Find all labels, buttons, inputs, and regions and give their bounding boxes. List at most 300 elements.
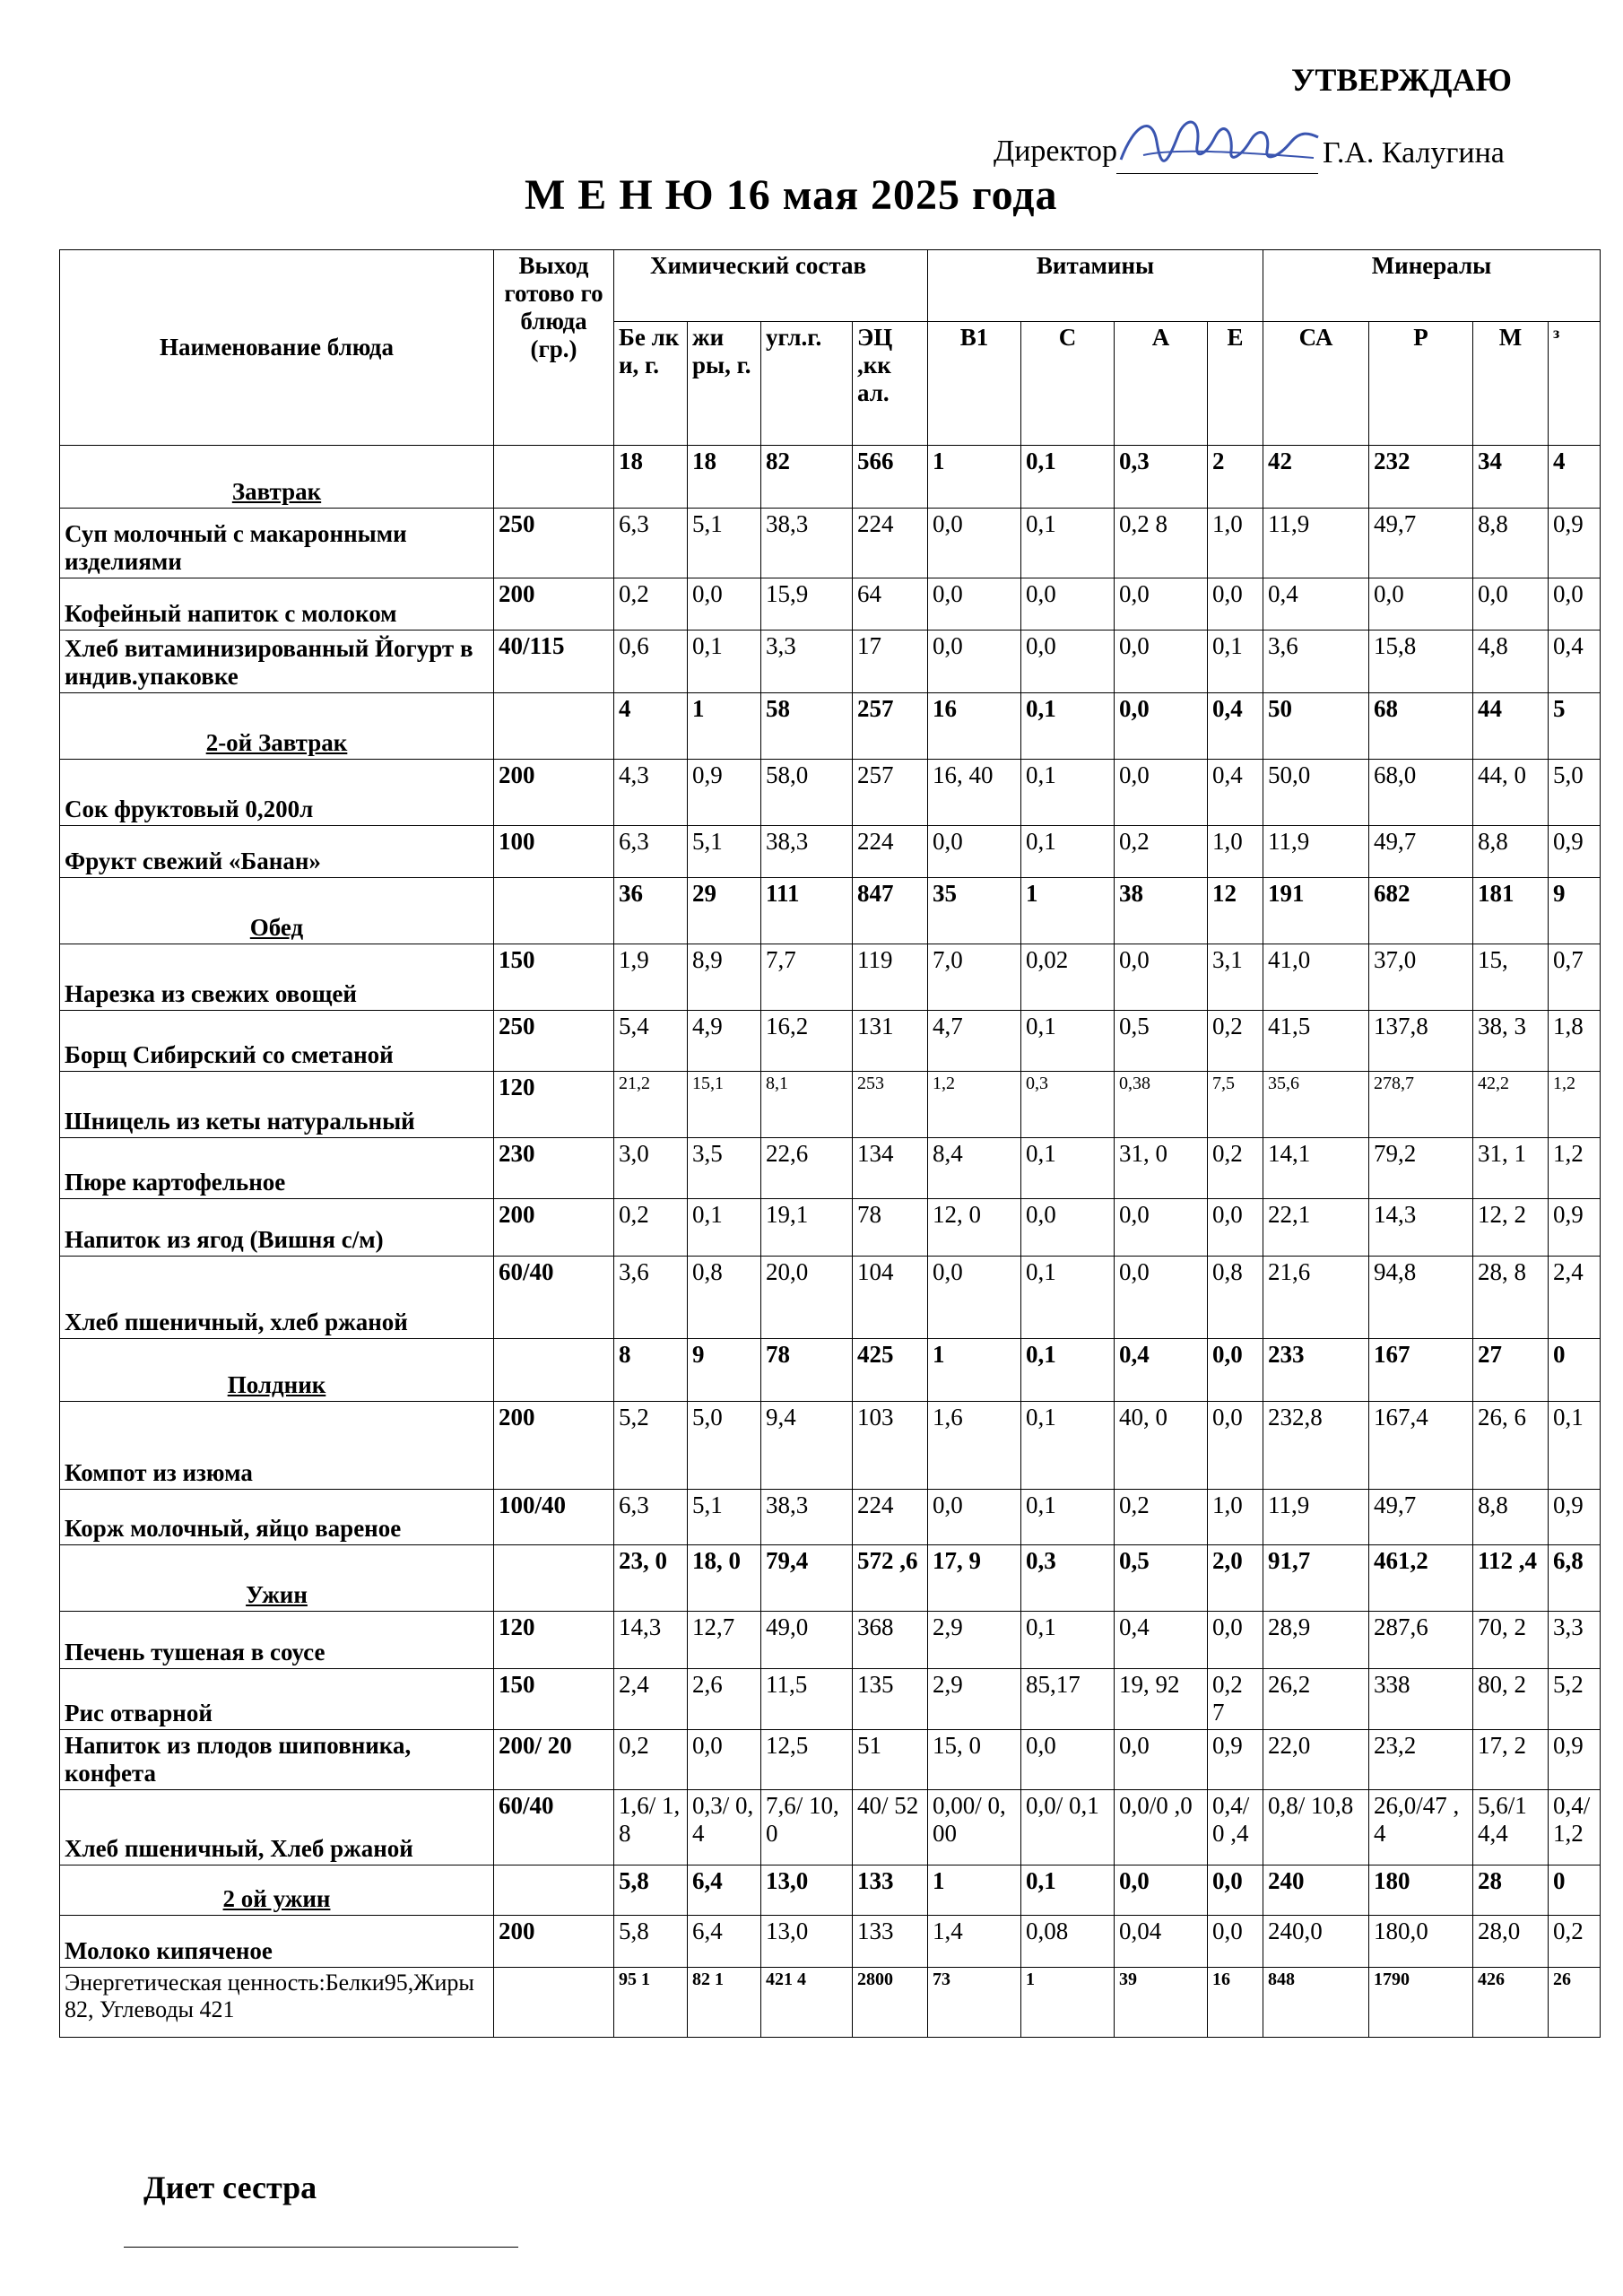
nutrient-value: 78 xyxy=(761,1339,853,1402)
dish-name: Нарезка из свежих овощей xyxy=(60,944,494,1011)
nutrient-value: 73 xyxy=(928,1968,1021,2038)
dish-name: Суп молочный с макаронными изделиями xyxy=(60,509,494,578)
nutrient-value: 0,04 xyxy=(1115,1916,1208,1968)
nutrient-value: 0,0 xyxy=(1021,1730,1115,1790)
nutrient-value: 42 xyxy=(1263,446,1369,509)
nutrient-value: 11,9 xyxy=(1263,1490,1369,1545)
nutrient-value: 6,8 xyxy=(1549,1545,1601,1612)
nutrient-value: 133 xyxy=(853,1916,928,1968)
nutrient-value: 224 xyxy=(853,1490,928,1545)
dish-output: 250 xyxy=(494,1011,614,1072)
nutrient-value: 4 xyxy=(1549,446,1601,509)
nutrient-value: 16 xyxy=(1208,1968,1263,2038)
nutrient-value: 0,0 xyxy=(1208,1916,1263,1968)
nutrient-value: 0,0 xyxy=(1208,1199,1263,1257)
subheader-cell: А xyxy=(1115,322,1208,446)
subheader-cell: ЭЦ ,кк ал. xyxy=(853,322,928,446)
nutrient-value: 14,3 xyxy=(614,1612,688,1669)
nutrient-value: 848 xyxy=(1263,1968,1369,2038)
nutrient-value: 5,4 xyxy=(614,1011,688,1072)
dish-output: 150 xyxy=(494,944,614,1011)
nutrient-value: 103 xyxy=(853,1402,928,1490)
nutrient-value: 0,2 xyxy=(1115,1490,1208,1545)
nutrient-value: 38,3 xyxy=(761,826,853,878)
dish-output: 200/ 20 xyxy=(494,1730,614,1790)
nutrient-value: 0,0 xyxy=(1208,1402,1263,1490)
nutrient-value: 0,0 xyxy=(1115,1257,1208,1339)
nutrient-value: 0,02 xyxy=(1021,944,1115,1011)
nutrient-value: 6,4 xyxy=(688,1866,761,1916)
nutrient-value: 1,2 xyxy=(1549,1138,1601,1199)
dish-name: Хлеб пшеничный, хлеб ржаной xyxy=(60,1257,494,1339)
subheader-cell: Р xyxy=(1369,322,1473,446)
nutrient-value: 1 xyxy=(1021,1968,1115,2038)
nutrient-value: 82 1 xyxy=(688,1968,761,2038)
nutrient-value: 12, 2 xyxy=(1473,1199,1549,1257)
nutrient-value: 5,2 xyxy=(614,1402,688,1490)
nutrient-value: 0,9 xyxy=(1549,826,1601,878)
nutrient-value: 167 xyxy=(1369,1339,1473,1402)
meal-label: Завтрак xyxy=(60,446,494,509)
nutrient-value: 0,1 xyxy=(1021,760,1115,826)
nutrient-value: 3,3 xyxy=(1549,1612,1601,1669)
nutrient-value: 6,3 xyxy=(614,509,688,578)
nutrient-value: 2,6 xyxy=(688,1669,761,1730)
nutrient-value: 5,8 xyxy=(614,1916,688,1968)
subheader-cell: жи ры, г. xyxy=(688,322,761,446)
nutrient-value: 682 xyxy=(1369,878,1473,944)
nutrient-value: 42,2 xyxy=(1473,1072,1549,1138)
nutrient-value: 0,7 xyxy=(1549,944,1601,1011)
nutrient-value: 37,0 xyxy=(1369,944,1473,1011)
nutrient-value: 2 xyxy=(1208,446,1263,509)
dish-row xyxy=(60,1916,1601,1968)
nutrient-value: 3,1 xyxy=(1208,944,1263,1011)
nutrient-value: 0,9 xyxy=(1549,509,1601,578)
nutrient-value: 79,4 xyxy=(761,1545,853,1612)
nutrient-value: 8,8 xyxy=(1473,826,1549,878)
dish-row xyxy=(60,1138,1601,1199)
dish-output xyxy=(494,1866,614,1916)
subheader-cell: Е xyxy=(1208,322,1263,446)
dish-name: Молоко кипяченое xyxy=(60,1916,494,1968)
nutrient-value: 44, 0 xyxy=(1473,760,1549,826)
nutrient-value: 181 xyxy=(1473,878,1549,944)
nutrient-value: 9 xyxy=(1549,878,1601,944)
meal-section-row xyxy=(60,446,1601,509)
nutrient-value: 0,4 xyxy=(1115,1339,1208,1402)
nutrient-value: 0,2 xyxy=(1208,1011,1263,1072)
nutrient-value: 38,3 xyxy=(761,1490,853,1545)
nutrient-value: 94,8 xyxy=(1369,1257,1473,1339)
nutrient-value: 14,3 xyxy=(1369,1199,1473,1257)
nutrient-value: 21,2 xyxy=(614,1072,688,1138)
meal-section-row xyxy=(60,1545,1601,1612)
nutrient-value: 49,7 xyxy=(1369,1490,1473,1545)
nutrient-value: 17, 2 xyxy=(1473,1730,1549,1790)
nutrient-value: 51 xyxy=(853,1730,928,1790)
nutrient-value: 12, 0 xyxy=(928,1199,1021,1257)
nutrient-value: 91,7 xyxy=(1263,1545,1369,1612)
dish-name: Рис отварной xyxy=(60,1669,494,1730)
dish-output: 120 xyxy=(494,1612,614,1669)
nutrient-value: 9,4 xyxy=(761,1402,853,1490)
approval-heading: УТВЕРЖДАЮ xyxy=(1291,62,1513,98)
nutrient-value: 253 xyxy=(853,1072,928,1138)
subheader-cell: угл.г. xyxy=(761,322,853,446)
nutrient-value: 0,8 xyxy=(1208,1257,1263,1339)
nutrient-value: 22,1 xyxy=(1263,1199,1369,1257)
nutrient-value: 180 xyxy=(1369,1866,1473,1916)
nutrient-value: 11,9 xyxy=(1263,509,1369,578)
dish-name: Борщ Сибирский со сметаной xyxy=(60,1011,494,1072)
nutrient-value: 180,0 xyxy=(1369,1916,1473,1968)
nutrient-value: 22,0 xyxy=(1263,1730,1369,1790)
dish-output xyxy=(494,446,614,509)
dish-row xyxy=(60,1490,1601,1545)
nutrient-value: 31, 0 xyxy=(1115,1138,1208,1199)
nutrient-value: 31, 1 xyxy=(1473,1138,1549,1199)
nutrient-value: 0,2 xyxy=(1115,826,1208,878)
dish-output xyxy=(494,1545,614,1612)
meal-label: 2 ой ужин xyxy=(60,1866,494,1916)
nutrient-value: 224 xyxy=(853,509,928,578)
meal-label: Полдник xyxy=(60,1339,494,1402)
nutrient-value: 1,0 xyxy=(1208,826,1263,878)
nutrient-value: 3,6 xyxy=(1263,631,1369,693)
nutrient-value: 119 xyxy=(853,944,928,1011)
nutrient-value: 18, 0 xyxy=(688,1545,761,1612)
nutrient-value: 2800 xyxy=(853,1968,928,2038)
dish-name: Сок фруктовый 0,200л xyxy=(60,760,494,826)
dish-output: 200 xyxy=(494,1199,614,1257)
dish-name: Фрукт свежий «Банан» xyxy=(60,826,494,878)
nutrient-value: 4,3 xyxy=(614,760,688,826)
dish-output xyxy=(494,878,614,944)
dish-output: 150 xyxy=(494,1669,614,1730)
nutrient-value: 5,2 xyxy=(1549,1669,1601,1730)
dish-row xyxy=(60,578,1601,631)
nutrient-value: 7,0 xyxy=(928,944,1021,1011)
nutrient-value: 26 xyxy=(1549,1968,1601,2038)
nutrient-value: 78 xyxy=(853,1199,928,1257)
nutrient-value: 4 xyxy=(614,693,688,760)
nutrient-value: 28,0 xyxy=(1473,1916,1549,1968)
meal-label: Обед xyxy=(60,878,494,944)
nutrient-value: 1 xyxy=(928,1866,1021,1916)
dish-row xyxy=(60,826,1601,878)
nutrient-value: 426 xyxy=(1473,1968,1549,2038)
nutrient-value: 1 xyxy=(688,693,761,760)
nutrient-value: 0,0 xyxy=(1208,578,1263,631)
nutrient-value: 15, xyxy=(1473,944,1549,1011)
nutrient-value: 19,1 xyxy=(761,1199,853,1257)
nutrient-value: 79,2 xyxy=(1369,1138,1473,1199)
dish-name: Хлеб витаминизированный Йогурт в индив.упаковке xyxy=(60,631,494,693)
dish-row xyxy=(60,944,1601,1011)
nutrient-value: 0,00/ 0,00 xyxy=(928,1790,1021,1866)
nutrient-value: 70, 2 xyxy=(1473,1612,1549,1669)
nutrient-value: 0,4 xyxy=(1208,760,1263,826)
nutrient-value: 0,1 xyxy=(1021,509,1115,578)
dish-row xyxy=(60,1257,1601,1339)
nutrient-value: 26,0/47 ,4 xyxy=(1369,1790,1473,1866)
nutrient-value: 14,1 xyxy=(1263,1138,1369,1199)
nutrient-value: 5,6/1 4,4 xyxy=(1473,1790,1549,1866)
dish-name: Шницель из кеты натуральный xyxy=(60,1072,494,1138)
dish-output: 100 xyxy=(494,826,614,878)
nutrient-value: 85,17 xyxy=(1021,1669,1115,1730)
nutrient-value: 68 xyxy=(1369,693,1473,760)
nutrient-value: 134 xyxy=(853,1138,928,1199)
nutrient-value: 0 xyxy=(1549,1866,1601,1916)
nutrient-value: 0,1 xyxy=(688,1199,761,1257)
nutrient-value: 4,9 xyxy=(688,1011,761,1072)
dish-output: 60/40 xyxy=(494,1790,614,1866)
nutrient-value: 95 1 xyxy=(614,1968,688,2038)
nutrient-value: 1 xyxy=(928,1339,1021,1402)
nutrient-value: 0,0 xyxy=(1115,1866,1208,1916)
nutrient-value: 23,2 xyxy=(1369,1730,1473,1790)
nutrient-value: 0,1 xyxy=(1021,826,1115,878)
meal-label: Ужин xyxy=(60,1545,494,1612)
nutrient-value: 44 xyxy=(1473,693,1549,760)
nutrient-value: 4,7 xyxy=(928,1011,1021,1072)
dish-output: 200 xyxy=(494,1402,614,1490)
nutrient-value: 0,2 7 xyxy=(1208,1669,1263,1730)
nutrient-value: 137,8 xyxy=(1369,1011,1473,1072)
nutrient-value: 0,9 xyxy=(1549,1199,1601,1257)
nutrient-value: 7,6/ 10,0 xyxy=(761,1790,853,1866)
dish-row xyxy=(60,1402,1601,1490)
nutrient-value: 50,0 xyxy=(1263,760,1369,826)
nutrient-value: 0,4/0 ,4 xyxy=(1208,1790,1263,1866)
meal-section-row xyxy=(60,878,1601,944)
nutrient-value: 133 xyxy=(853,1866,928,1916)
nutrient-value: 38, 3 xyxy=(1473,1011,1549,1072)
dish-name: Хлеб пшеничный, Хлеб ржаной xyxy=(60,1790,494,1866)
dish-output xyxy=(494,1968,614,2038)
nutrient-value: 13,0 xyxy=(761,1866,853,1916)
nutrient-value: 0,1 xyxy=(1021,693,1115,760)
nutrient-value: 0,1 xyxy=(1021,1612,1115,1669)
nutrient-value: 257 xyxy=(853,693,928,760)
nutrient-value: 0,4/ 1,2 xyxy=(1549,1790,1601,1866)
dish-row xyxy=(60,509,1601,578)
nutrient-value: 0,08 xyxy=(1021,1916,1115,1968)
nutrient-value: 8,8 xyxy=(1473,509,1549,578)
nutrient-value: 80, 2 xyxy=(1473,1669,1549,1730)
nutrient-value: 0,2 xyxy=(1208,1138,1263,1199)
nutrient-value: 2,9 xyxy=(928,1669,1021,1730)
dish-output: 40/115 xyxy=(494,631,614,693)
dish-name: Пюре картофельное xyxy=(60,1138,494,1199)
nutrient-value: 26, 6 xyxy=(1473,1402,1549,1490)
nutrient-value: 3,3 xyxy=(761,631,853,693)
nutrient-value: 111 xyxy=(761,878,853,944)
nutrient-value: 287,6 xyxy=(1369,1612,1473,1669)
nutrient-value: 8 xyxy=(614,1339,688,1402)
nutrient-value: 40, 0 xyxy=(1115,1402,1208,1490)
nutrient-value: 0,0 xyxy=(928,578,1021,631)
nutrient-value: 0,2 8 xyxy=(1115,509,1208,578)
header-minerals: Минералы xyxy=(1263,250,1601,322)
header-vitamins: Витамины xyxy=(928,250,1263,322)
nutrient-value: 0,0 xyxy=(928,1490,1021,1545)
nutrient-value: 847 xyxy=(853,878,928,944)
nutrient-value: 8,4 xyxy=(928,1138,1021,1199)
nutrient-value: 0,0 xyxy=(1473,578,1549,631)
subheader-cell: Бе лк и, г. xyxy=(614,322,688,446)
nutrient-value: 16,2 xyxy=(761,1011,853,1072)
nutrient-value: 0,0 xyxy=(1115,1199,1208,1257)
nutrient-value: 0,5 xyxy=(1115,1011,1208,1072)
nutrient-value: 1,4 xyxy=(928,1916,1021,1968)
nutrient-value: 0,0 xyxy=(1549,578,1601,631)
nutrient-value: 0,0 xyxy=(688,1730,761,1790)
nutrient-value: 0,6 xyxy=(614,631,688,693)
nutrient-value: 0,3 xyxy=(1115,446,1208,509)
nutrient-value: 26,2 xyxy=(1263,1669,1369,1730)
nutrient-value: 82 xyxy=(761,446,853,509)
nutrient-value: 0,0/0 ,0 xyxy=(1115,1790,1208,1866)
nutrient-value: 240 xyxy=(1263,1866,1369,1916)
nutrient-value: 1,2 xyxy=(1549,1072,1601,1138)
nutrient-value: 0,0 xyxy=(1208,1339,1263,1402)
nutrient-value: 18 xyxy=(614,446,688,509)
nutrient-value: 0,0 xyxy=(928,826,1021,878)
dish-name: Напиток из плодов шиповника, конфета xyxy=(60,1730,494,1790)
header-name: Наименование блюда xyxy=(60,250,494,446)
nutrient-value: 58,0 xyxy=(761,760,853,826)
nutrient-value: 6,4 xyxy=(688,1916,761,1968)
menu-table xyxy=(59,249,1601,2038)
nutrient-value: 6,3 xyxy=(614,826,688,878)
nutrient-value: 17 xyxy=(853,631,928,693)
nutrient-value: 0,0 xyxy=(688,578,761,631)
nutrient-value: 1,2 xyxy=(928,1072,1021,1138)
nutrient-value: 0,0 xyxy=(1115,578,1208,631)
nutrient-value: 2,4 xyxy=(1549,1257,1601,1339)
dish-name: Напиток из ягод (Вишня с/м) xyxy=(60,1199,494,1257)
nutrient-value: 0,4 xyxy=(1549,631,1601,693)
meal-label: 2-ой Завтрак xyxy=(60,693,494,760)
nutrient-value: 0,0 xyxy=(1021,631,1115,693)
footer-signature-label: Диет сестра xyxy=(143,2170,317,2205)
nutrient-value: 232,8 xyxy=(1263,1402,1369,1490)
dish-row xyxy=(60,1669,1601,1730)
subheader-cell: СА xyxy=(1263,322,1369,446)
nutrient-value: 49,0 xyxy=(761,1612,853,1669)
nutrient-value: 38,3 xyxy=(761,509,853,578)
nutrient-value: 0,38 xyxy=(1115,1072,1208,1138)
nutrient-value: 22,6 xyxy=(761,1138,853,1199)
footer-signature-line xyxy=(124,2247,518,2248)
nutrient-value: 0,0 xyxy=(1115,944,1208,1011)
total-label: Энергетическая ценность:Белки95,Жиры 82, Углеводы 421 xyxy=(60,1968,494,2038)
dish-name: Кофейный напиток с молоком xyxy=(60,578,494,631)
dish-output: 200 xyxy=(494,1916,614,1968)
nutrient-value: 3,0 xyxy=(614,1138,688,1199)
nutrient-value: 3,6 xyxy=(614,1257,688,1339)
nutrient-value: 0,8 xyxy=(688,1257,761,1339)
nutrient-value: 1 xyxy=(1021,878,1115,944)
nutrient-value: 0,1 xyxy=(1549,1402,1601,1490)
nutrient-value: 421 4 xyxy=(761,1968,853,2038)
nutrient-value: 0,1 xyxy=(1021,1011,1115,1072)
nutrient-value: 64 xyxy=(853,578,928,631)
nutrient-value: 233 xyxy=(1263,1339,1369,1402)
nutrient-value: 15,1 xyxy=(688,1072,761,1138)
nutrient-value: 28,9 xyxy=(1263,1612,1369,1669)
nutrient-value: 0 xyxy=(1549,1339,1601,1402)
nutrient-value: 34 xyxy=(1473,446,1549,509)
nutrient-value: 13,0 xyxy=(761,1916,853,1968)
nutrient-value: 5,0 xyxy=(1549,760,1601,826)
nutrient-value: 0,3 xyxy=(1021,1545,1115,1612)
nutrient-value: 0,5 xyxy=(1115,1545,1208,1612)
nutrient-value: 0,1 xyxy=(1021,1402,1115,1490)
nutrient-value: 0,0 xyxy=(928,631,1021,693)
nutrient-value: 3,5 xyxy=(688,1138,761,1199)
nutrient-value: 1,8 xyxy=(1549,1011,1601,1072)
page-title: М Е Н Ю 16 мая 2025 года xyxy=(525,171,1058,219)
dish-output: 230 xyxy=(494,1138,614,1199)
nutrient-value: 0,3 xyxy=(1021,1072,1115,1138)
dish-output: 60/40 xyxy=(494,1257,614,1339)
nutrient-value: 58 xyxy=(761,693,853,760)
nutrient-value: 41,0 xyxy=(1263,944,1369,1011)
nutrient-value: 257 xyxy=(853,760,928,826)
nutrient-value: 0,1 xyxy=(1208,631,1263,693)
nutrient-value: 191 xyxy=(1263,878,1369,944)
nutrient-value: 1,0 xyxy=(1208,1490,1263,1545)
nutrient-value: 338 xyxy=(1369,1669,1473,1730)
nutrient-value: 7,5 xyxy=(1208,1072,1263,1138)
nutrient-value: 5,0 xyxy=(688,1402,761,1490)
nutrient-value: 0,2 xyxy=(614,1199,688,1257)
nutrient-value: 0,4 xyxy=(1115,1612,1208,1669)
nutrient-value: 0,4 xyxy=(1263,578,1369,631)
dish-output: 200 xyxy=(494,578,614,631)
dish-name: Компот из изюма xyxy=(60,1402,494,1490)
nutrient-value: 566 xyxy=(853,446,928,509)
nutrient-value: 5,8 xyxy=(614,1866,688,1916)
nutrient-value: 9 xyxy=(688,1339,761,1402)
nutrient-value: 2,4 xyxy=(614,1669,688,1730)
nutrient-value: 0,1 xyxy=(1021,1866,1115,1916)
director-position: Директор xyxy=(994,135,1117,168)
nutrient-value: 1 xyxy=(928,446,1021,509)
dish-output xyxy=(494,1339,614,1402)
subheader-cell: В1 xyxy=(928,322,1021,446)
nutrient-value: 224 xyxy=(853,826,928,878)
nutrient-value: 0,9 xyxy=(1208,1730,1263,1790)
nutrient-value: 131 xyxy=(853,1011,928,1072)
nutrient-value: 0,2 xyxy=(1549,1916,1601,1968)
dish-output: 120 xyxy=(494,1072,614,1138)
nutrient-value: 0,0 xyxy=(1208,1612,1263,1669)
nutrient-value: 0,9 xyxy=(1549,1730,1601,1790)
dish-output: 200 xyxy=(494,760,614,826)
nutrient-value: 232 xyxy=(1369,446,1473,509)
nutrient-value: 1,9 xyxy=(614,944,688,1011)
nutrient-value: 50 xyxy=(1263,693,1369,760)
nutrient-value: 240,0 xyxy=(1263,1916,1369,1968)
nutrient-value: 0,1 xyxy=(688,631,761,693)
nutrient-value: 18 xyxy=(688,446,761,509)
dish-name: Печень тушеная в соусе xyxy=(60,1612,494,1669)
